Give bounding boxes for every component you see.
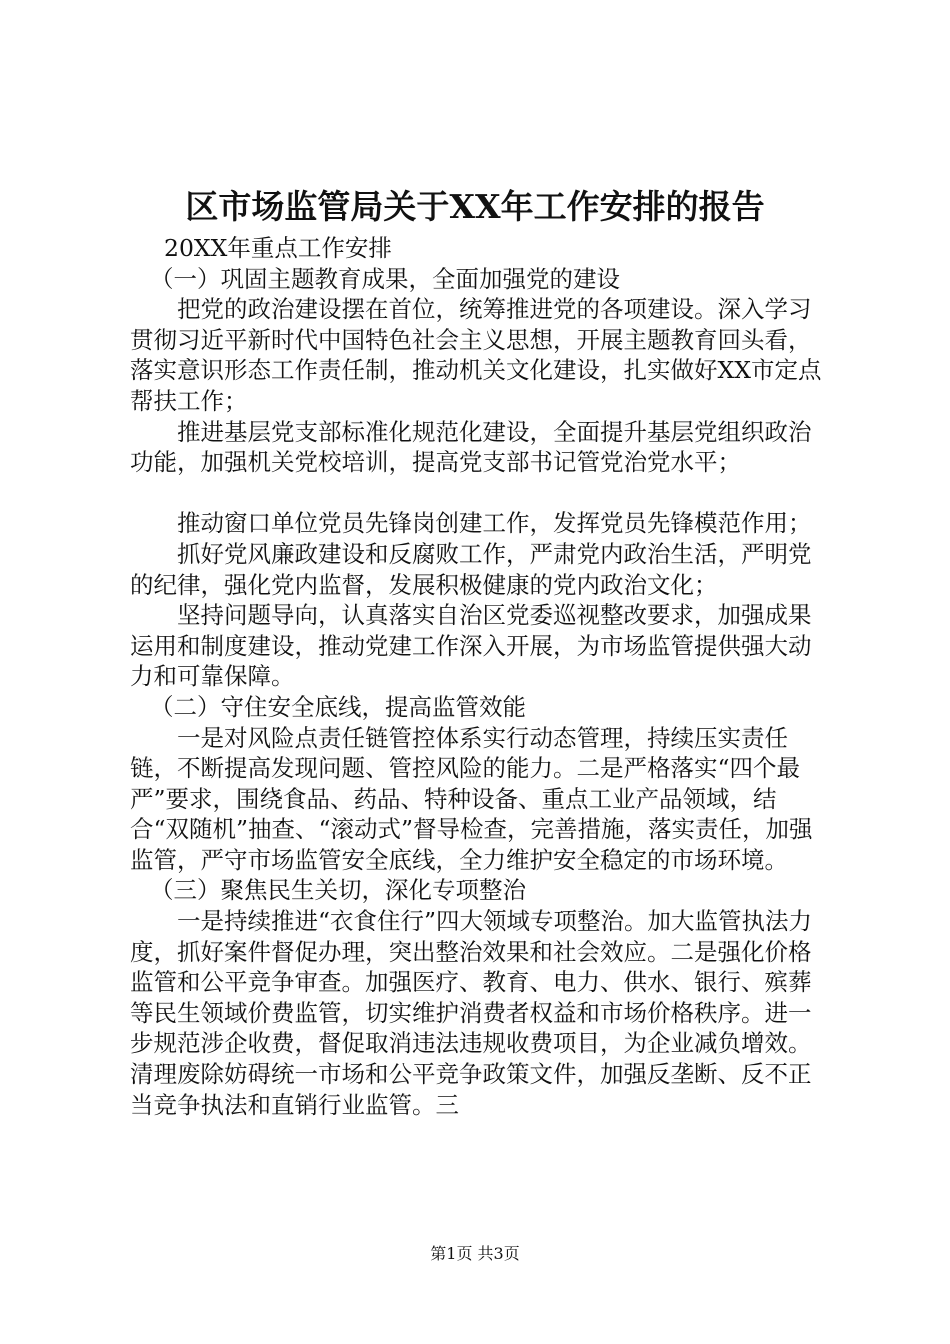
section-1-paragraph-4: 抓好党风廉政建设和反腐败工作，严肃党内政治生活，严明党的纪律，强化党内监督，发展积极健康的党内政治文化； (130, 539, 812, 599)
section-2-heading: （二）守住安全底线，提高监管效能 (150, 692, 526, 721)
section-1-paragraph-1: 把党的政治建设摆在首位，统筹推进党的各项建设。深入学习贯彻习近平新时代中国特色社会主义思想，开展主题教育回头看，落实意识形态工作责任制，推动机关文化建设，扎实做好XX市定点帮扶工作； (130, 295, 822, 415)
section-1-heading: （一）巩固主题教育成果，全面加强党的建设 (150, 264, 620, 293)
section-1-paragraph-3: 推动窗口单位党员先锋岗创建工作，发挥党员先锋模范作用； (177, 509, 812, 538)
document-title: 区市场监管局关于XX年工作安排的报告 (185, 187, 765, 226)
document-body (130, 233, 830, 1120)
section-3-heading: （三）聚焦民生关切，深化专项整治 (150, 876, 526, 905)
section-3-paragraph-1: 一是持续推进“衣食住行”四大领域专项整治。加大监管执法力度，抓好案件督促办理，突出整治效果和社会效应。二是强化价格监管和公平竞争审查。加强医疗、教育、电力、供水、银行、殡葬等民生领域价费监管，切实维护消费者权益和市场价格秩序。进一步规范涉企收费，督促取消违法违规收费项目，为企业减负增效。清理废除妨碍统一市场和公平竞争政策文件，加强反垄断、反不正当竞争执法和直销行业监管。三 (130, 907, 813, 1119)
subtitle: 20XX年重点工作安排 (164, 234, 392, 262)
section-1-paragraph-5: 坚持问题导向，认真落实自治区党委巡视整改要求，加强成果运用和制度建设，推动党建工作深入开展，为市场监管提供强大动力和可靠保障。 (130, 601, 812, 691)
blank-line (130, 478, 830, 509)
page-footer: 第1页 共3页 (430, 1244, 520, 1263)
section-1-paragraph-2: 推进基层党支部标准化规范化建设，全面提升基层党组织政治功能，加强机关党校培训，提高党支部书记管党治党水平； (130, 417, 812, 477)
section-2-paragraph-1: 一是对风险点责任链管控体系实行动态管理，持续压实责任链，不断提高发现问题、管控风险的能力。二是严格落实“四个最严”要求，围绕食品、药品、特种设备、重点工业产品领域，结合“双随机”抽查、“滚动式”督导检查，完善措施，落实责任，加强监管，严守市场监管安全底线，全力维护安全稳定的市场环境。 (130, 723, 813, 874)
